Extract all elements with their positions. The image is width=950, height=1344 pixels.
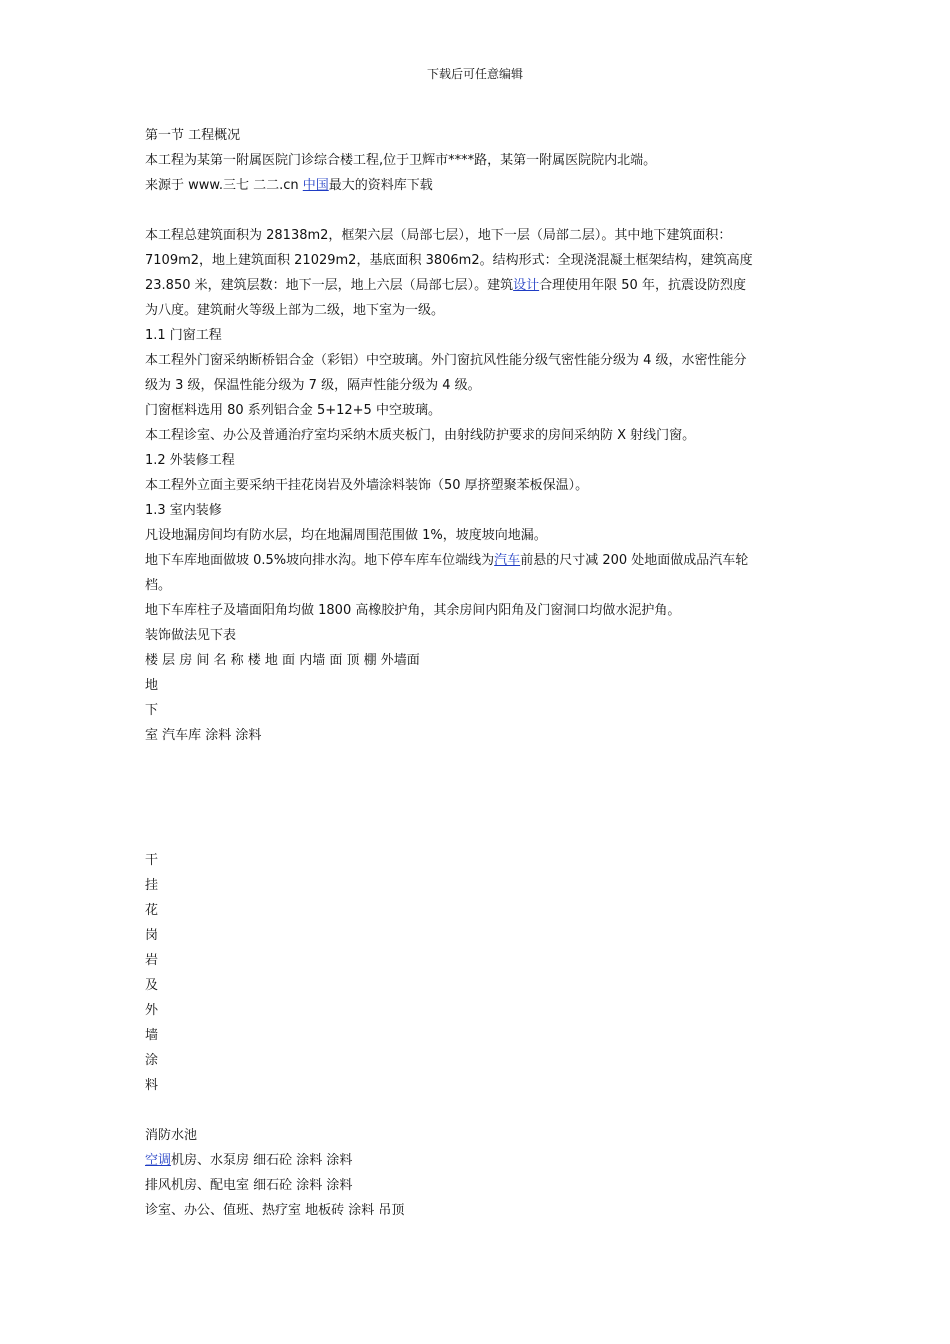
section-1-3-line-4: 地下车库柱子及墙面阳角均做 1800 高橡胶护角，其余房间内阳角及门窗洞口均做水泥护角。 — [145, 603, 681, 618]
overview-text: 23.850 米，建筑层数：地下一层，地上六层（局部七层）。建筑 — [145, 278, 514, 293]
spacer — [145, 748, 810, 848]
table-row-clinic: 诊室、办公、值班、热疗室 地板砖 涂料 吊顶 — [145, 1203, 405, 1218]
source-line — [145, 173, 810, 198]
table-vertical-char: 外 — [145, 1003, 159, 1018]
table-vertical-char: 花 — [145, 903, 159, 918]
table-vertical-char: 及 — [145, 978, 159, 993]
design-link[interactable]: 设计 — [513, 278, 540, 293]
section-title: 第一节 工程概况 — [145, 128, 241, 143]
overview-line-2: 7109m2，地上建筑面积 21029m2，基底面积 3806m2。结构形式：全现浇混凝土框架结构，建筑高度 — [145, 253, 753, 268]
spacer — [145, 1098, 810, 1123]
ac-row-text: 机房、水泵房 细石砼 涂料 涂料 — [171, 1153, 353, 1168]
section-1-3-line-3: 档。 — [145, 578, 172, 593]
table-vertical-char: 干 — [145, 853, 159, 868]
section-1-3-line-5: 装饰做法见下表 — [145, 628, 237, 643]
table-vertical-char: 挂 — [145, 878, 159, 893]
china-link[interactable]: 中国 — [302, 178, 329, 193]
table-row-fire-pool: 消防水池 — [145, 1128, 198, 1143]
section-1-1-line-4: 本工程诊室、办公及普通治疗室均采纳木质夹板门，由射线防护要求的房间采纳防 X 射线门窗。 — [145, 428, 696, 443]
table-header-row: 楼 层 房 间 名 称 楼 地 面 内墙 面 顶 棚 外墙面 — [145, 653, 420, 668]
table-floor-char: 地 — [145, 678, 159, 693]
table-vertical-char: 料 — [145, 1078, 159, 1093]
table-vertical-char: 墙 — [145, 1028, 159, 1043]
overview-text-after: 合理使用年限 50 年，抗震设防烈度 — [539, 278, 746, 293]
section-1-3-title: 1.3 室内装修 — [145, 503, 222, 518]
source-text-after: 最大的资料库下载 — [328, 178, 433, 193]
table-row-ac-room — [145, 1148, 810, 1173]
car-link[interactable]: 汽车 — [494, 553, 521, 568]
garage-text: 地下车库地面做坡 0.5%坡向排水沟。地下停车库车位端线为 — [145, 553, 495, 568]
overview-line-4: 为八度。建筑耐火等级上部为二级，地下室为一级。 — [145, 303, 445, 318]
table-row-exhaust-room: 排风机房、配电室 细石砼 涂料 涂料 — [145, 1178, 353, 1193]
section-1-3-line-1: 凡设地漏房间均有防水层，均在地漏周围范围做 1%，坡度坡向地漏。 — [145, 528, 547, 543]
document-body — [145, 123, 810, 1223]
overview-line-3 — [145, 273, 810, 298]
section-1-1-line-3: 门窗框料选用 80 系列铝合金 5+12+5 中空玻璃。 — [145, 403, 441, 418]
table-vertical-char: 涂 — [145, 1053, 159, 1068]
table-vertical-char: 岗 — [145, 928, 159, 943]
spacer — [145, 198, 810, 223]
overview-line-1: 本工程总建筑面积为 28138m2，框架六层（局部七层），地下一层（局部二层）。其中地下建筑面积： — [145, 228, 732, 243]
table-row-garage: 室 汽车库 涂料 涂料 — [145, 728, 262, 743]
garage-text-after: 前悬的尺寸减 200 处地面做成品汽车轮 — [520, 553, 749, 568]
section-1-1-line-1: 本工程外门窗采纳断桥铝合金（彩铝）中空玻璃。外门窗抗风性能分级气密性能分级为 4 级，水密性能分 — [145, 353, 747, 368]
section-1-1-line-2: 级为 3 级，保温性能分级为 7 级，隔声性能分级为 4 级。 — [145, 378, 481, 393]
section-1-2-line-1: 本工程外立面主要采纳干挂花岗岩及外墙涂料装饰（50 厚挤塑聚苯板保温）。 — [145, 478, 589, 493]
section-1-2-title: 1.2 外装修工程 — [145, 453, 235, 468]
page-header: 下载后可任意编辑 — [426, 67, 523, 81]
table-vertical-char: 岩 — [145, 953, 159, 968]
section-1-1-title: 1.1 门窗工程 — [145, 328, 222, 343]
table-floor-char: 下 — [145, 703, 159, 718]
air-conditioning-link[interactable]: 空调 — [145, 1153, 172, 1168]
intro-paragraph: 本工程为某第一附属医院门诊综合楼工程,位于卫辉市****路，某第一附属医院院内北端。 — [145, 153, 657, 168]
source-text: 来源于 www.三七 二二.cn — [145, 178, 303, 193]
section-1-3-line-2 — [145, 548, 810, 573]
